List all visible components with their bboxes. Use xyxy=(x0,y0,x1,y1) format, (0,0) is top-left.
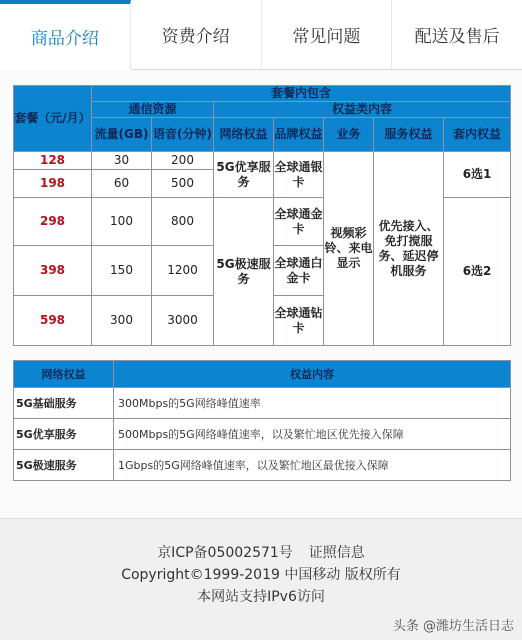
benefit-desc: 1Gbps的5G网络峰值速率，以及繁忙地区最优接入保障 xyxy=(114,450,511,481)
network-rights-cell: 5G优享服务 xyxy=(214,152,274,198)
header-package: 套餐（元/月） xyxy=(14,86,92,152)
header-comm-resources: 通信资源 xyxy=(92,102,214,118)
brand-rights-cell: 全球通钻卡 xyxy=(274,296,324,346)
table-row xyxy=(14,388,511,419)
table-row xyxy=(14,419,511,450)
voice-cell: 1200 xyxy=(152,246,214,296)
data-cell: 150 xyxy=(92,246,152,296)
brand-rights-cell: 全球通白金卡 xyxy=(274,246,324,296)
header-rights-content: 权益内容 xyxy=(114,361,511,388)
price-cell: 398 xyxy=(14,246,92,296)
tab-product-intro[interactable]: 商品介绍 xyxy=(0,0,131,70)
in-package-rights-cell: 6选1 xyxy=(444,152,511,198)
header-business: 业务 xyxy=(324,118,374,152)
business-cell: 视频彩铃、来电显示 xyxy=(324,152,374,346)
ipv6-text: 本网站支持IPv6访问 xyxy=(197,589,325,605)
plan-table xyxy=(13,85,511,346)
copyright-text: Copyright©1999-2019 中国移动 版权所有 xyxy=(121,567,401,583)
benefit-name: 5G极速服务 xyxy=(14,450,114,481)
in-package-rights-cell: 6选2 xyxy=(444,198,511,346)
price-cell: 198 xyxy=(14,170,92,198)
watermark: 头条 @潍坊生活日志 xyxy=(392,619,514,634)
benefit-name: 5G优享服务 xyxy=(14,419,114,450)
voice-cell: 800 xyxy=(152,198,214,246)
header-network-rights: 网络权益 xyxy=(14,361,114,388)
license-link[interactable]: 证照信息 xyxy=(308,545,365,561)
voice-cell: 500 xyxy=(152,170,214,198)
tab-delivery-aftersale[interactable]: 配送及售后 xyxy=(414,27,500,47)
header-voice: 语音(分钟) xyxy=(152,118,214,152)
brand-rights-cell: 全球通金卡 xyxy=(274,198,324,246)
service-rights-cell: 优先接入、免打搅服务、延迟停机服务 xyxy=(374,152,444,346)
icp-link[interactable]: 京ICP备05002571号 xyxy=(157,545,293,561)
network-rights-cell: 5G极速服务 xyxy=(214,198,274,346)
price-cell: 598 xyxy=(14,296,92,346)
voice-cell: 200 xyxy=(152,152,214,170)
price-cell: 298 xyxy=(14,198,92,246)
header-network-rights: 网络权益 xyxy=(214,118,274,152)
header-data: 流量(GB) xyxy=(92,118,152,152)
voice-cell: 3000 xyxy=(152,296,214,346)
data-cell: 60 xyxy=(92,170,152,198)
data-cell: 300 xyxy=(92,296,152,346)
brand-rights-cell: 全球通银卡 xyxy=(274,152,324,198)
header-service-rights: 服务权益 xyxy=(374,118,444,152)
tab-bar xyxy=(0,0,522,70)
benefit-desc: 500Mbps的5G网络峰值速率，以及繁忙地区优先接入保障 xyxy=(114,419,511,450)
header-included: 套餐内包含 xyxy=(92,86,511,102)
data-cell: 30 xyxy=(92,152,152,170)
footer xyxy=(0,518,522,640)
header-rights-content: 权益类内容 xyxy=(214,102,511,118)
data-cell: 100 xyxy=(92,198,152,246)
benefit-name: 5G基础服务 xyxy=(14,388,114,419)
table-row xyxy=(14,450,511,481)
header-brand-rights: 品牌权益 xyxy=(274,118,324,152)
tab-faq[interactable]: 常见问题 xyxy=(262,0,393,69)
table-row xyxy=(14,152,511,170)
tab-tariff-intro[interactable]: 资费介绍 xyxy=(131,0,262,69)
footer-icp-line xyxy=(0,542,522,564)
benefit-table xyxy=(13,360,511,481)
header-in-package-rights: 套内权益 xyxy=(444,118,511,152)
price-cell: 128 xyxy=(14,152,92,170)
benefit-desc: 300Mbps的5G网络峰值速率 xyxy=(114,388,511,419)
